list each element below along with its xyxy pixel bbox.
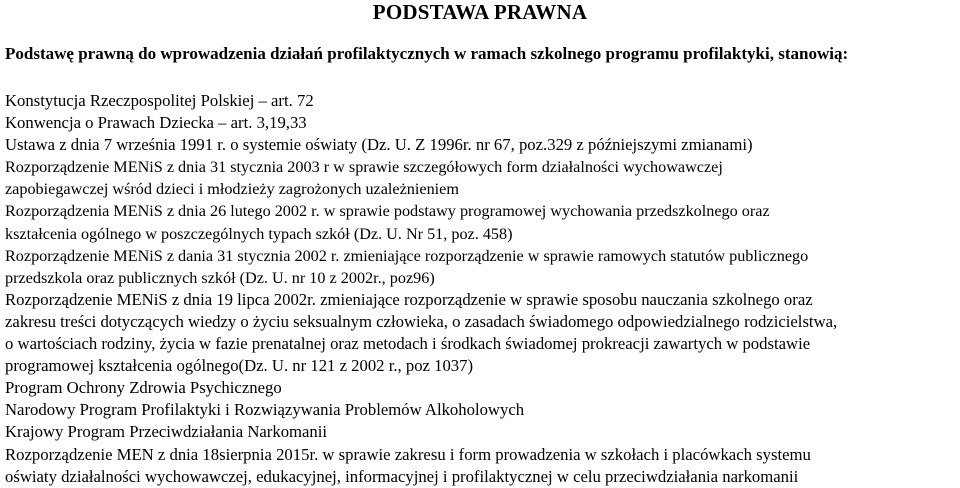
text-line-regulation-feb-2002: Rozporządzenia MENiS z dnia 26 lutego 2002 r. w sprawie podstawy programowej wychowania przedszkolnego oraz [5, 202, 770, 221]
text-line-drug-program: Krajowy Program Przeciwdziałania Narkomanii [5, 422, 328, 442]
text-line-regulation-feb-2002-cont: kształcenia ogólnego w poszczególnych typach szkół (Dz. U. Nr 51, poz. 458) [5, 224, 513, 243]
text-line-regulation-jul-2002-cont-3: programowej kształcenia ogólnego(Dz. U. nr 121 z 2002 r., poz 1037) [5, 356, 474, 376]
text-line-convention: Konwencja o Prawach Dziecka – art. 3,19,33 [5, 113, 307, 133]
text-line-regulation-jul-2002: Rozporządzenie MENiS z dnia 19 lipca 2002r. zmieniające rozporządzenie w sprawie sposobu nauczania szkolnego oraz [5, 289, 813, 309]
intro-paragraph: Podstawę prawną do wprowadzenia działań profilaktycznych w ramach szkolnego programu profilaktyki, stanowią: [5, 44, 849, 63]
text-line-regulation-2003: Rozporządzenie MENiS z dnia 31 stycznia 2003 r w sprawie szczegółowych form działalności wychowawczej [5, 158, 723, 177]
text-line-regulation-2015-cont: oświaty działalności wychowawczej, edukacyjnej, informacyjnej i profilaktycznej w celu przeciwdziałania narkomanii [5, 466, 799, 486]
text-line-regulation-jul-2002-cont-1: zakresu treści dotyczących wiedzy o życiu seksualnym człowieka, o zasadach świadomego odpowiedzialnego rodzicielstwa, [5, 311, 838, 331]
text-line-regulation-2015: Rozporządzenie MEN z dnia 18sierpnia 2015r. w sprawie zakresu i form prowadzenia w szkołach i placówkach systemu [5, 444, 811, 464]
text-line-education-act: Ustawa z dnia 7 września 1991 r. o systemie oświaty (Dz. U. Z 1996r. nr 67, poz.329 z późniejszymi zmianami) [5, 135, 753, 155]
text-line-alcohol-program: Narodowy Program Profilaktyki i Rozwiązywania Problemów Alkoholowych [5, 400, 525, 420]
text-line-regulation-jul-2002-cont-2: o wartościach rodziny, życia w fazie prenatalnej oraz metodach i środkach świadomej prokreacji zawartych w podstawie [5, 334, 811, 354]
text-line-mental-health-program: Program Ochrony Zdrowia Psychicznego [5, 378, 282, 398]
text-line-regulation-jan-2002-cont: przedszkola oraz publicznych szkół (Dz. U. nr 10 z 2002r., poz96) [5, 268, 435, 287]
page-title: PODSTAWA PRAWNA [372, 0, 588, 24]
text-line-regulation-jan-2002: Rozporządzenie MENiS z dania 31 stycznia 2002 r. zmieniające rozporządzenie w sprawie ramowych statutów publicznego [5, 246, 809, 265]
text-line-regulation-2003-cont: zapobiegawczej wśród dzieci i młodzieży zagrożonych uzależnieniem [5, 180, 459, 199]
legal-basis-list [5, 90, 957, 488]
text-line-constitution: Konstytucja Rzeczpospolitej Polskiej – art. 72 [5, 91, 314, 110]
